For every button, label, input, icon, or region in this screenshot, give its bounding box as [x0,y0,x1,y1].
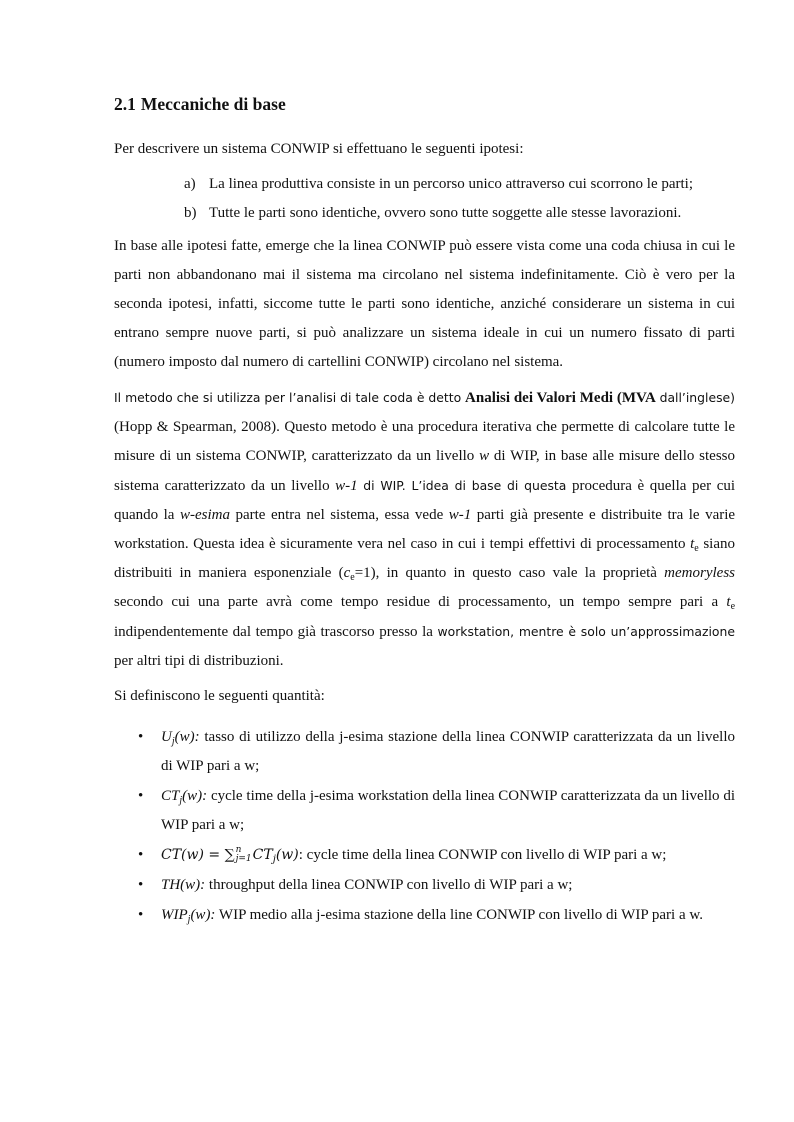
definition-arg: (w): [182,788,208,804]
definition-text: throughput della linea CONWIP con livello di WIP pari a w; [208,877,573,893]
text-run: secondo cui una parte avrà come tempo residue di processamento, un tempo sempre pari a [114,594,719,610]
paragraph-closed-queue: In base alle ipotesi fatte, emerge che la linea CONWIP può essere vista come una coda chiusa in cui le parti non abbandonano mai il sistema ma circolano nel sistema indefinitamente. Ciò è vero per la seconda ipotesi, infatti, siccome tutte le parti sono identiche, anziché considerare un sistema in cui entrano sempre nuove parti, si può analizzare un sistema ideale in cui un numero fissato di parti (numero imposto dal numero di cartellini CONWIP) circolano nel sistema. [114,238,735,370]
paragraph-mva [114,383,735,676]
section-number: 2.1 [114,94,136,114]
formula-ct-sum [161,847,299,863]
sans-text-run: di WIP. L’idea di base di questa [363,478,567,493]
subscript: j [171,736,175,747]
italic-term: memoryless [664,565,735,581]
subscript: j [187,914,191,925]
formula-lhs: CT(w) = ∑ [161,847,235,863]
bold-term-mva: (MVA [616,390,656,406]
definition-symbol: CT [161,788,180,804]
hypothesis-label: b) [184,205,197,221]
formula-rhs: CT [252,847,273,863]
sum-limits [236,846,252,864]
subscript: e [350,572,355,583]
definition-item-wip [114,901,735,930]
text-run: (Hopp & Spearman, 2008). Questo metodo è una procedura iterativa che permette di calcolare tutte le misure di un sistema CONWIP, caratterizzato da un livello [114,419,735,464]
definition-arg: (w): [190,907,216,923]
text-run: parti già presente e distribuite tra le varie workstation. Questa idea è sicuramente vera nel caso in cui i tempi effettivi di processamento [114,507,736,552]
italic-symbol: c [343,565,351,581]
sans-text-run: Il metodo che si utilizza per l’analisi di tale coda è detto [114,390,462,405]
hypothesis-item [184,170,735,199]
italic-term: w-1 [448,507,472,523]
formula-arg: (w) [275,847,299,863]
section-title: Meccaniche di base [140,94,286,114]
definition-symbol: TH(w): [161,877,206,893]
definition-item-cycle-time [114,782,735,840]
bullet-icon: • [138,729,144,745]
subscript: e [730,601,736,612]
document-page [114,92,735,931]
text-run: di WIP, in base alle misure dello stesso sistema caratterizzato da un livello [114,448,736,494]
sum-lower: j=1 [235,854,252,864]
definitions-list [114,723,735,930]
definition-text: WIP medio alla j-esima stazione della line CONWIP con livello di WIP pari a w. [218,907,703,923]
sans-text-run: workstation, mentre è solo un’approssimazione [437,624,735,639]
definition-symbol: U [161,729,172,745]
italic-symbol: t [726,594,731,610]
section-heading [114,92,735,116]
definition-text: cycle time della j-esima workstation della linea CONWIP caratterizzata da un livello di WIP pari a w; [161,788,735,833]
hypothesis-item [184,199,735,228]
text-run: indipendentemente dal tempo già trascorso presso la [114,624,433,640]
hypothesis-text: La linea produttiva consiste in un percorso unico attraverso cui scorrono le parti; [209,176,694,192]
bullet-icon: • [138,877,144,893]
definition-arg: (w): [174,729,200,745]
definition-item-throughput [114,871,735,900]
intro-paragraph: Per descrivere un sistema CONWIP si effettuano le seguenti ipotesi: [114,141,524,157]
italic-term: w-esima [179,507,230,523]
text-run: procedura è quella per cui quando la [114,478,736,523]
hypotheses-list [114,170,735,228]
definition-text: tasso di utilizzo della j-esima stazione della linea CONWIP caratterizzata da un livello di WIP pari a w; [161,729,735,774]
text-run: =1), in quanto in questo caso vale la proprietà [354,565,657,581]
definition-item-line-cycle-time [114,841,735,870]
subscript: j [272,854,276,865]
definition-text: : cycle time della linea CONWIP con livello di WIP pari a w; [298,847,667,863]
subscript: e [694,543,699,554]
definition-symbol: WIP [161,907,188,923]
italic-term: w [479,448,490,464]
sans-text-run: dall’inglese) [659,390,735,405]
bullet-icon: • [138,788,144,804]
text-run: siano distribuiti in maniera esponenziale ( [114,536,735,581]
italic-term: w-1 [335,478,358,494]
text-run: parte entra nel sistema, essa vede [235,507,444,523]
subscript: j [179,795,183,806]
bullet-icon: • [138,847,144,863]
definition-item-utilization [114,723,735,781]
definitions-intro: Si definiscono le seguenti quantità: [114,688,325,704]
text-run: per altri tipi di distribuzioni. [114,653,284,669]
italic-symbol: t [690,536,695,552]
bold-term: Analisi dei Valori Medi [465,390,614,406]
hypothesis-text: Tutte le parti sono identiche, ovvero sono tutte soggette alle stesse lavorazioni. [209,205,682,221]
bullet-icon: • [138,907,144,923]
hypothesis-label: a) [184,176,196,192]
sum-upper: n [235,845,242,855]
